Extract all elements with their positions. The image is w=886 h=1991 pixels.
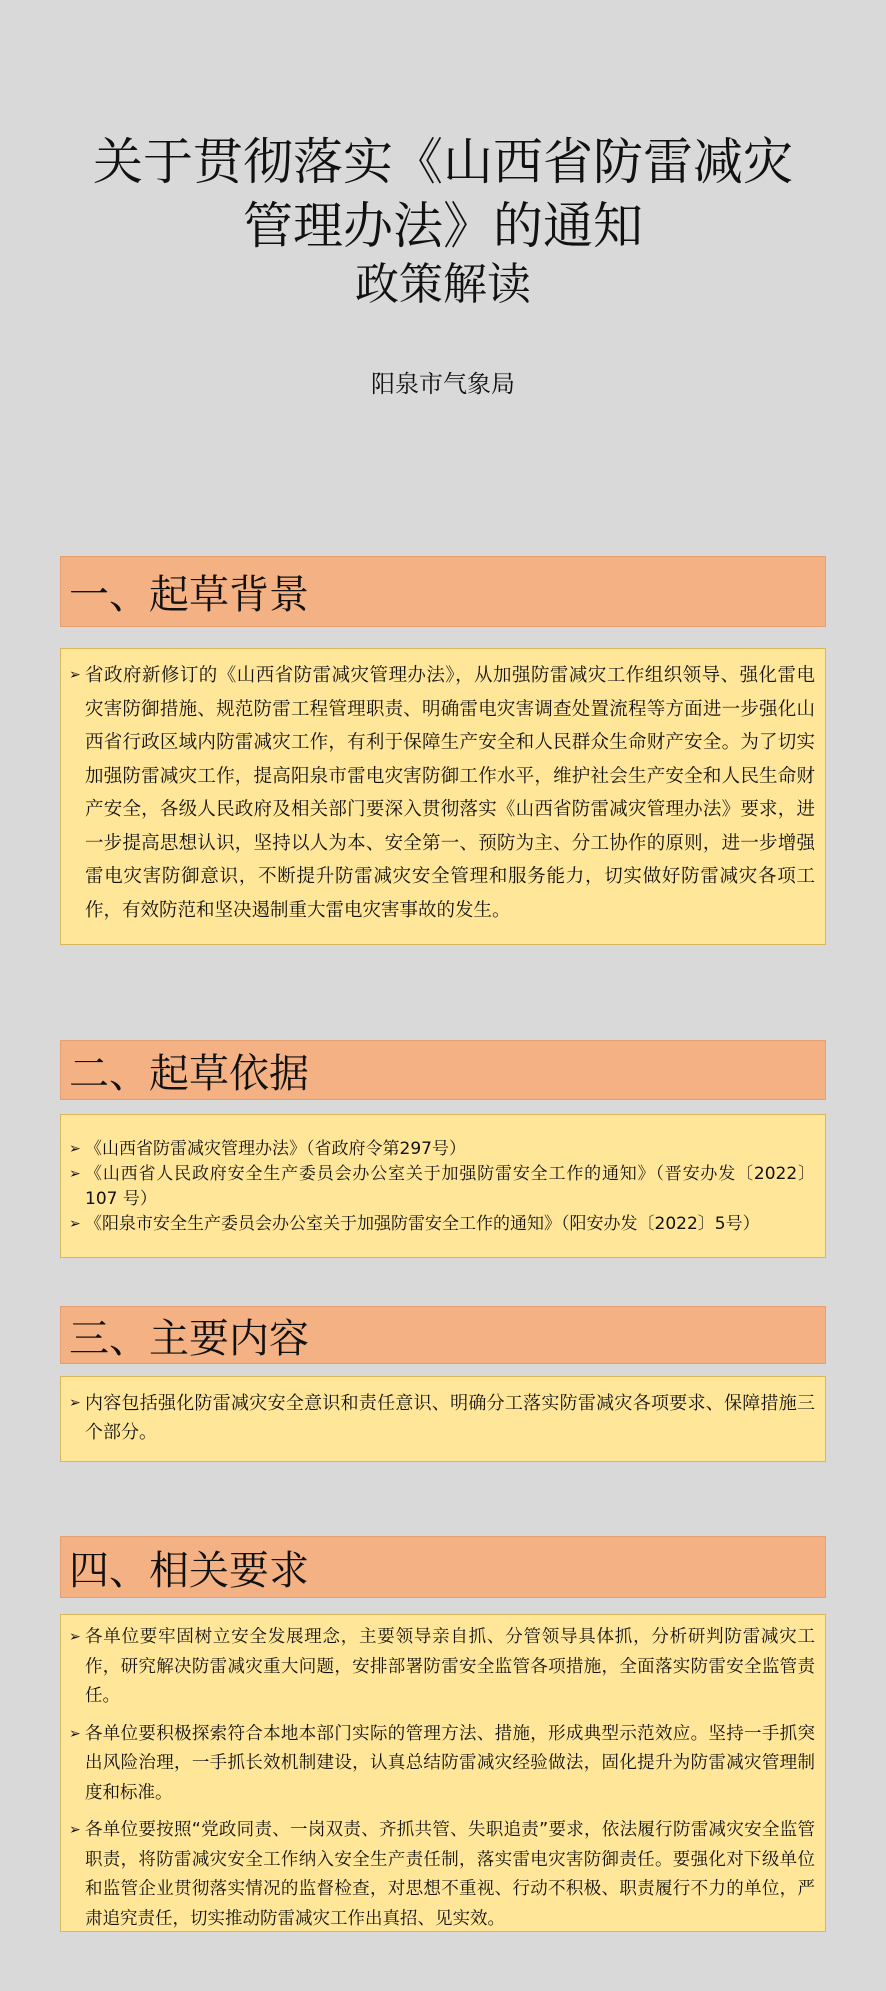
section-heading-content: 三、主要内容	[60, 1306, 826, 1364]
arrow-bullet-icon: ➢	[69, 1629, 81, 1645]
title-line-2: 管理办法》的通知	[243, 197, 643, 255]
title-line-1: 关于贯彻落实《山西省防雷减灾	[93, 133, 793, 191]
arrow-bullet-icon: ➢	[69, 1166, 81, 1182]
list-item: ➢ 《山西省防雷减灾管理办法》（省政府令第297号）	[69, 1137, 815, 1162]
section-heading-basis: 二、起草依据	[60, 1040, 826, 1100]
list-item: ➢ 各单位要积极探索符合本地本部门实际的管理方法、措施，形成典型示范效应。坚持一手抓突出风险治理，一手抓长效机制建设，认真总结防雷减灾经验做法，固化提升为防雷减灾管理制度和标准。	[69, 1720, 815, 1809]
document-subtitle: 政策解读	[355, 259, 531, 310]
section-body-basis	[60, 1114, 826, 1258]
arrow-bullet-icon: ➢	[69, 1216, 81, 1232]
section-heading-requirements: 四、相关要求	[60, 1536, 826, 1598]
arrow-bullet-icon: ➢	[69, 1395, 81, 1411]
list-item: ➢ 《阳泉市安全生产委员会办公室关于加强防雷安全工作的通知》（阳安办发〔2022〕5号）	[69, 1212, 815, 1237]
arrow-bullet-icon: ➢	[69, 1141, 81, 1157]
arrow-bullet-icon: ➢	[69, 1822, 81, 1838]
section-body-content	[60, 1376, 826, 1462]
section-body-requirements	[60, 1614, 826, 1932]
list-item: ➢ 各单位要按照“党政同责、一岗双责、齐抓共管、失职追责”要求，依法履行防雷减灾安全监管职责，将防雷减灾安全工作纳入安全生产责任制，落实雷电灾害防御责任。要强化对下级单位和监管企业贯彻落实情况的监督检查，对思想不重视、行动不积极、职责履行不力的单位，严肃追究责任，切实推动防雷减灾工作出真招、见实效。	[69, 1816, 815, 1934]
section-heading-background: 一、起草背景	[60, 556, 826, 627]
document-title	[0, 130, 886, 258]
list-item: ➢ 内容包括强化防雷减灾安全意识和责任意识、明确分工落实防雷减灾各项要求、保障措施三个部分。	[69, 1389, 815, 1447]
list-item: ➢ 省政府新修订的《山西省防雷减灾管理办法》，从加强防雷减灾工作组织领导、强化雷电灾害防御措施、规范防雷工程管理职责、明确雷电灾害调查处置流程等方面进一步强化山西省行政区域内防雷减灾工作，有利于保障生产安全和人民群众生命财产安全。为了切实加强防雷减灾工作，提高阳泉市雷电灾害防御工作水平，维护社会生产安全和人民生命财产安全，各级人民政府及相关部门要深入贯彻落实《山西省防雷减灾管理办法》要求，进一步提高思想认识，坚持以人为本、安全第一、预防为主、分工协作的原则，进一步增强雷电灾害防御意识，不断提升防雷减灾安全管理和服务能力，切实做好防雷减灾各项工作，有效防范和坚决遏制重大雷电灾害事故的发生。	[69, 659, 815, 927]
list-item: ➢ 各单位要牢固树立安全发展理念，主要领导亲自抓、分管领导具体抓，分析研判防雷减灾工作，研究解决防雷减灾重大问题，安排部署防雷安全监管各项措施，全面落实防雷安全监管责任。	[69, 1623, 815, 1712]
arrow-bullet-icon: ➢	[69, 1725, 81, 1742]
list-item: ➢ 《山西省人民政府安全生产委员会办公室关于加强防雷安全工作的通知》（晋安办发〔2022〕107 号）	[69, 1162, 815, 1212]
arrow-bullet-icon: ➢	[69, 667, 81, 683]
section-body-background	[60, 648, 826, 945]
issuing-organization: 阳泉市气象局	[371, 370, 515, 398]
